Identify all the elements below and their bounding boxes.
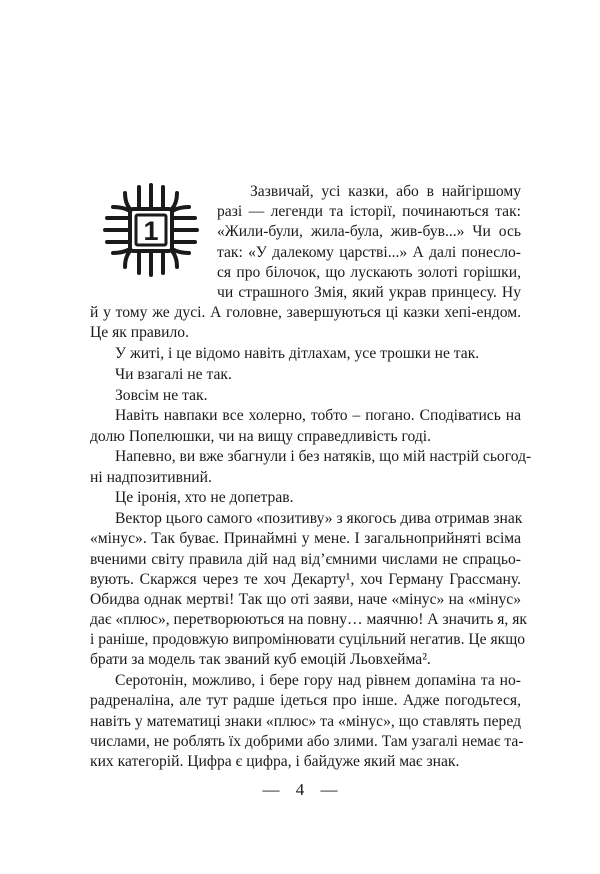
text-line: так: «У далекому царстві...» А далі понесло- xyxy=(217,243,521,261)
paragraph xyxy=(90,406,521,446)
text-line: «мінус». Так буває. Принаймні у мене. І загальноприйняті всіма xyxy=(90,530,521,548)
text-line: Зазвичай, усі казки, або в найгіршому xyxy=(250,183,521,200)
text-line: ких категорій. Цифра є цифра, і байдуже який має знак. xyxy=(90,753,460,770)
text-line: Чи взагалі не так. xyxy=(115,365,232,383)
text-line: долю Попелюшки, чи на вищу справедливість годі. xyxy=(90,427,431,445)
text-line: навіть у математиці знаки «плюс» та «мінус», що ставлять перед xyxy=(90,712,521,730)
page-number: — 4 — xyxy=(262,780,338,799)
paragraph xyxy=(90,365,521,385)
text-line: радреналіна, але тут радше ідеться про інше. Адже погодьтеся, xyxy=(90,692,521,710)
text-line: й у тому же дусі. А головне, завершуються ці казки хепі-ендом. xyxy=(90,304,521,322)
text-line: ні надпозитивний. xyxy=(90,468,212,486)
text-line: чи страшного Змія, який украв принцесу. Ну xyxy=(217,283,521,301)
text-line: числами, не роблять їх добрими або злими. Там узагалі немає та- xyxy=(90,732,524,750)
text-line: Це як правило. xyxy=(90,324,189,342)
paragraph xyxy=(90,386,521,406)
text-line: вченими світу правила дій над від’ємними числами не спрацьо- xyxy=(90,550,521,568)
paragraph xyxy=(90,447,532,487)
text-line: Це іронія, хто не допетрав. xyxy=(115,489,294,507)
text-line: брати за модель так званий куб емоцій Льовхейма². xyxy=(90,651,431,669)
paragraph xyxy=(90,488,521,508)
text-line: Вектор цього самого «позитиву» з якогось дива отримав знак xyxy=(115,510,523,528)
text-line: У житі, і це відомо навіть дітлахам, усе трошки не так. xyxy=(115,345,480,363)
paragraph xyxy=(90,182,521,344)
paragraph xyxy=(90,344,521,364)
text-line: ся про білочок, що лускають золоті горішки, xyxy=(217,263,521,281)
text-line: Зовсім не так. xyxy=(115,386,208,404)
text-line: і раніше, продовжую випромінювати суцільний негатив. Це якщо xyxy=(90,631,526,649)
text-line: Серотонін, можливо, і бере гору над рівнем допаміна та но- xyxy=(115,672,521,690)
text-line: вують. Скаржся через те хоч Декарту¹, хоч Герману Грассману. xyxy=(90,570,521,588)
body-text xyxy=(90,182,532,773)
text-line: Навіть навпаки все холерно, тобто – погано. Сподіватись на xyxy=(115,407,521,425)
text-line: Обидва однак мертві! Так що оті заяви, наче «мінус» на «мінус» xyxy=(90,590,521,608)
text-line: «Жили-були, жила-була, жив-був...» Чи ось xyxy=(217,223,521,241)
paragraph xyxy=(90,671,524,772)
text-line: разі — легенди та історії, починаються так: xyxy=(217,203,521,221)
text-line: дає «плюс», перетворюються на повну… маячню! А значить я, як xyxy=(90,611,527,629)
text-line: Напевно, ви вже збагнули і без натяків, що мій настрій сьогод- xyxy=(115,448,532,466)
paragraph xyxy=(90,509,527,671)
chapter-number: 1 xyxy=(143,216,159,246)
